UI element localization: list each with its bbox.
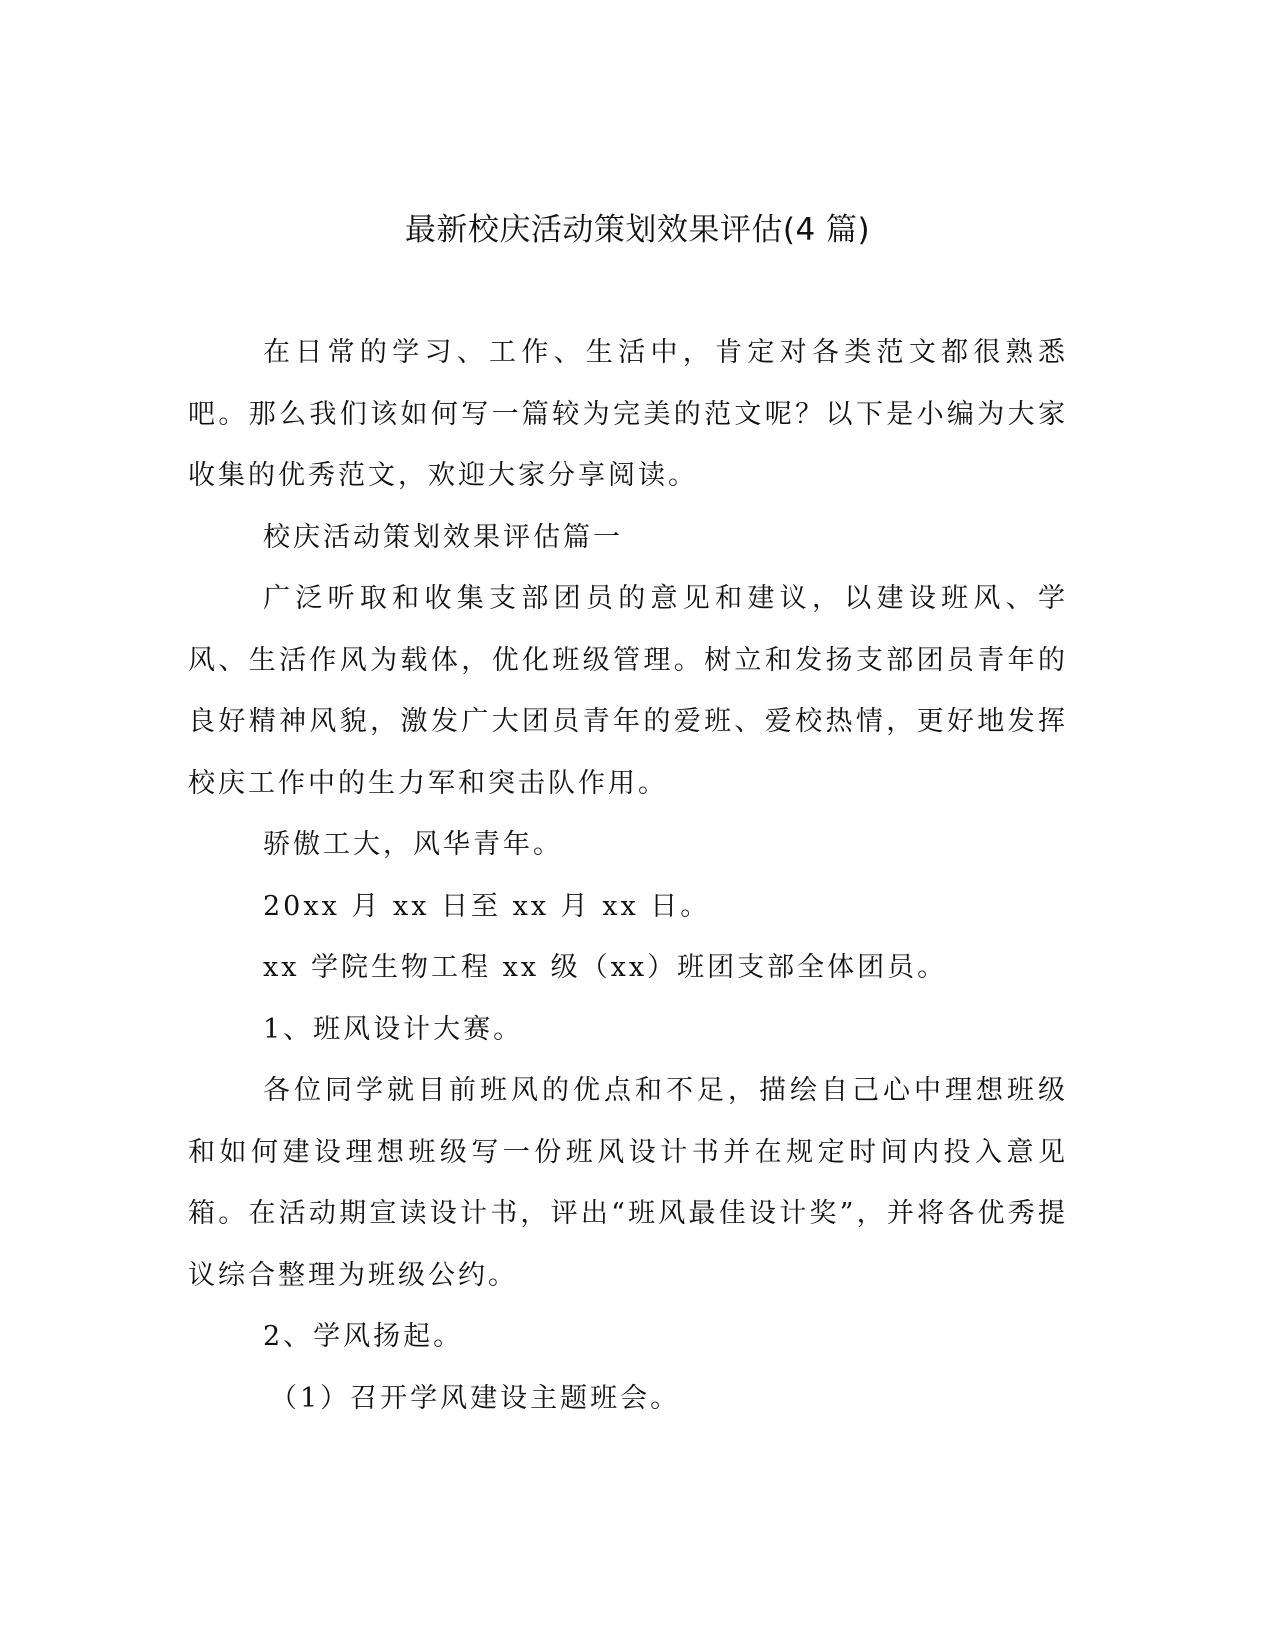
paragraph-design-contest: 各位同学就目前班风的优点和不足，描绘自己心中理想班级和如何建设理想班级写一份班风设计书并在规定时间内投入意见箱。在活动期宣读设计书，评出“班风最佳设计奖”，并将各优秀提议综合整理为班级公约。 (188, 1075, 1068, 1291)
section-heading: 校庆活动策划效果评估篇一 (263, 521, 623, 553)
paragraph-time: 20xx 月 xx 日至 xx 月 xx 日。 (263, 890, 711, 922)
paragraph-theme: 骄傲工大，风华青年。 (263, 829, 563, 860)
paragraph-participants: xx 学院生物工程 xx 级（xx）班团支部全体团员。 (263, 952, 948, 983)
paragraph-purpose: 广泛听取和收集支部团员的意见和建议，以建设班风、学风、生活作风为载体，优化班级管理。树立和发扬支部团员青年的良好精神风貌，激发广大团员青年的爱班、爱校热情，更好地发挥校庆工作中的生力军和突击队作用。 (188, 583, 1068, 799)
list-item-2: 2、学风扬起。 (263, 1321, 464, 1352)
paragraph-intro: 在日常的学习、工作、生活中，肯定对各类范文都很熟悉吧。那么我们该如何写一篇较为完美的范文呢？以下是小编为大家收集的优秀范文，欢迎大家分享阅读。 (188, 337, 1068, 491)
sub-list-item-1: （1）召开学风建设主题班会。 (270, 1382, 681, 1414)
document-title: 最新校庆活动策划效果评估(4 篇) (404, 212, 871, 248)
list-item-1: 1、班风设计大赛。 (263, 1013, 524, 1045)
document-body (188, 322, 1068, 1429)
